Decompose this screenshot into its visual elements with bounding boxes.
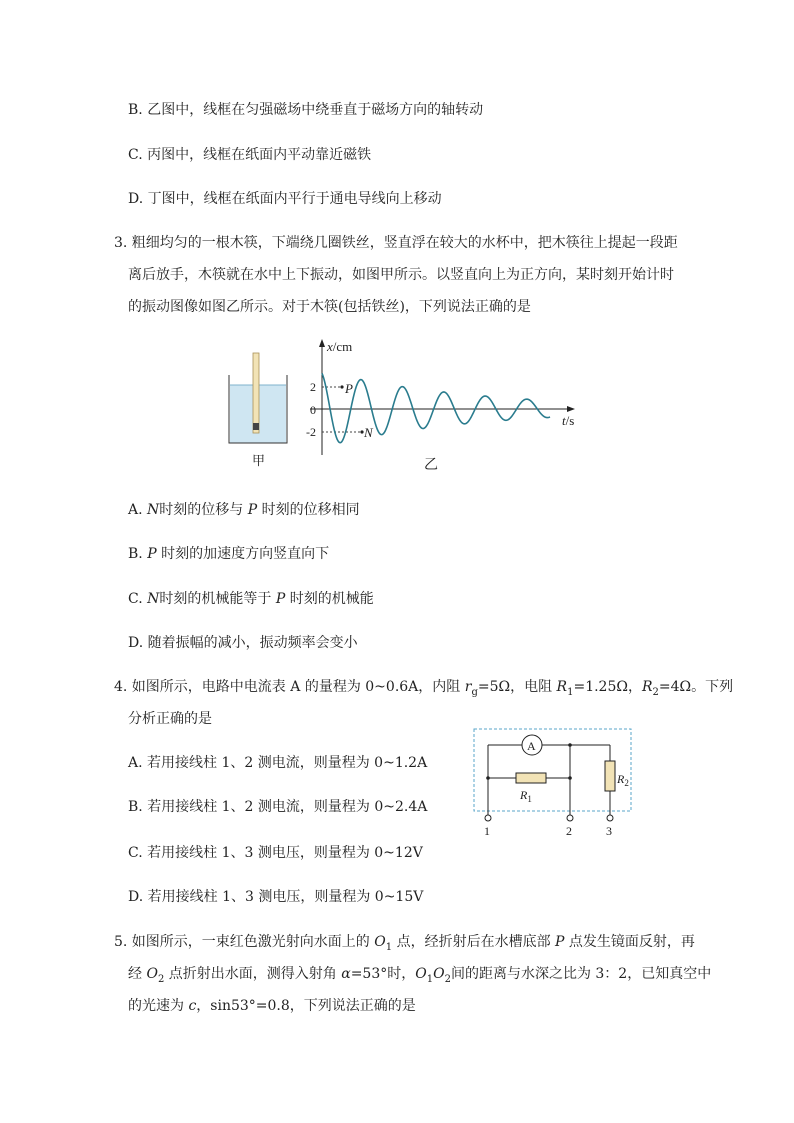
label-n: N [364,425,373,440]
r1-label: $R_1$ [520,788,532,804]
point-p [340,385,343,388]
terminal-3-label: 3 [606,824,612,838]
ytick-0: 0 [310,403,316,417]
q5-stem-line1: 5. 如图所示，一束红色激光射向水面上的 $O_1$ 点，经折射后在水槽底部 P 点发生镜面反射，再 [114,934,695,953]
terminal-3 [607,815,613,821]
q4-option-a: A. 若用接线柱 1、2 测电流，则量程为 0~1.2A [128,755,428,771]
circuit-diagram [472,727,634,839]
wave-curve [322,373,550,442]
q5-stem-line3: 的光速为 c，sin53°=0.8，下列说法正确的是 [128,998,416,1014]
terminal-1-label: 1 [484,824,490,838]
q3-stem-line1: 3. 粗细均匀的一根木筷，下端绕几圈铁丝，竖直浮在较大的水杯中，把木筷往上提起一段距 [114,235,678,251]
q2-option-b: B. 乙图中，线框在匀强磁场中绕垂直于磁场方向的轴转动 [128,102,484,118]
terminal-1 [485,815,491,821]
r2-label: $R_2$ [617,772,629,788]
ytick-2: 2 [310,380,316,394]
ytick-neg2: -2 [306,425,316,439]
chopstick [253,353,259,433]
q4-option-b: B. 若用接线柱 1、2 测电流，则量程为 0~2.4A [128,799,428,815]
y-axis-label: x/cm [327,339,353,354]
resistor-r2 [605,761,615,791]
q5-stem-line2: 经 $O_2$ 点折射出水面，测得入射角 α=53°时，$O_1O_2$间的距离与水深之比为 3：2，已知真空中 [128,966,712,985]
figure-jia-cup [222,345,294,470]
q3-option-c: C. N时刻的机械能等于 P 时刻的机械能 [128,591,374,607]
q2-option-d: D. 丁图中，线框在纸面内平行于通电导线向上移动 [128,191,442,207]
fig-label-jia: 甲 [252,453,266,468]
q3-option-a: A. N时刻的位移与 P 时刻的位移相同 [128,502,360,518]
q2-option-c: C. 丙图中，线框在纸面内平动靠近磁铁 [128,147,372,163]
q4-option-c: C. 若用接线柱 1、3 测电压，则量程为 0~12V [128,845,423,861]
x-axis-label: t/s [562,413,575,428]
q3-stem-line3: 的振动图像如图乙所示。对于木筷(包括铁丝)，下列说法正确的是 [128,299,531,315]
resistor-r1 [516,773,546,783]
fig-label-yi: 乙 [424,457,438,473]
q4-stem-line1: 4. 如图所示，电路中电流表 A 的量程为 0~0.6A，内阻 $r_g=5\Omega$，电阻 $R_1=1.25\Omega$，$R_2=4\Omega$。下列 [114,679,734,698]
q3-option-d: D. 随着振幅的减小，振动频率会变小 [128,635,358,651]
terminal-2-label: 2 [566,824,572,838]
iron-wire [253,423,259,430]
figure-yi-graph [300,335,590,470]
q3-option-b: B. P 时刻的加速度方向竖直向下 [128,546,330,562]
ammeter-label: A [527,739,536,753]
q3-stem-line2: 离后放手，木筷就在水中上下振动，如图甲所示。以竖直向上为正方向，某时刻开始计时 [128,267,674,283]
label-p: P [345,381,353,396]
q4-stem-line2: 分析正确的是 [128,711,212,727]
q4-option-d: D. 若用接线柱 1、3 测电压，则量程为 0~15V [128,889,424,905]
terminal-2 [567,815,573,821]
